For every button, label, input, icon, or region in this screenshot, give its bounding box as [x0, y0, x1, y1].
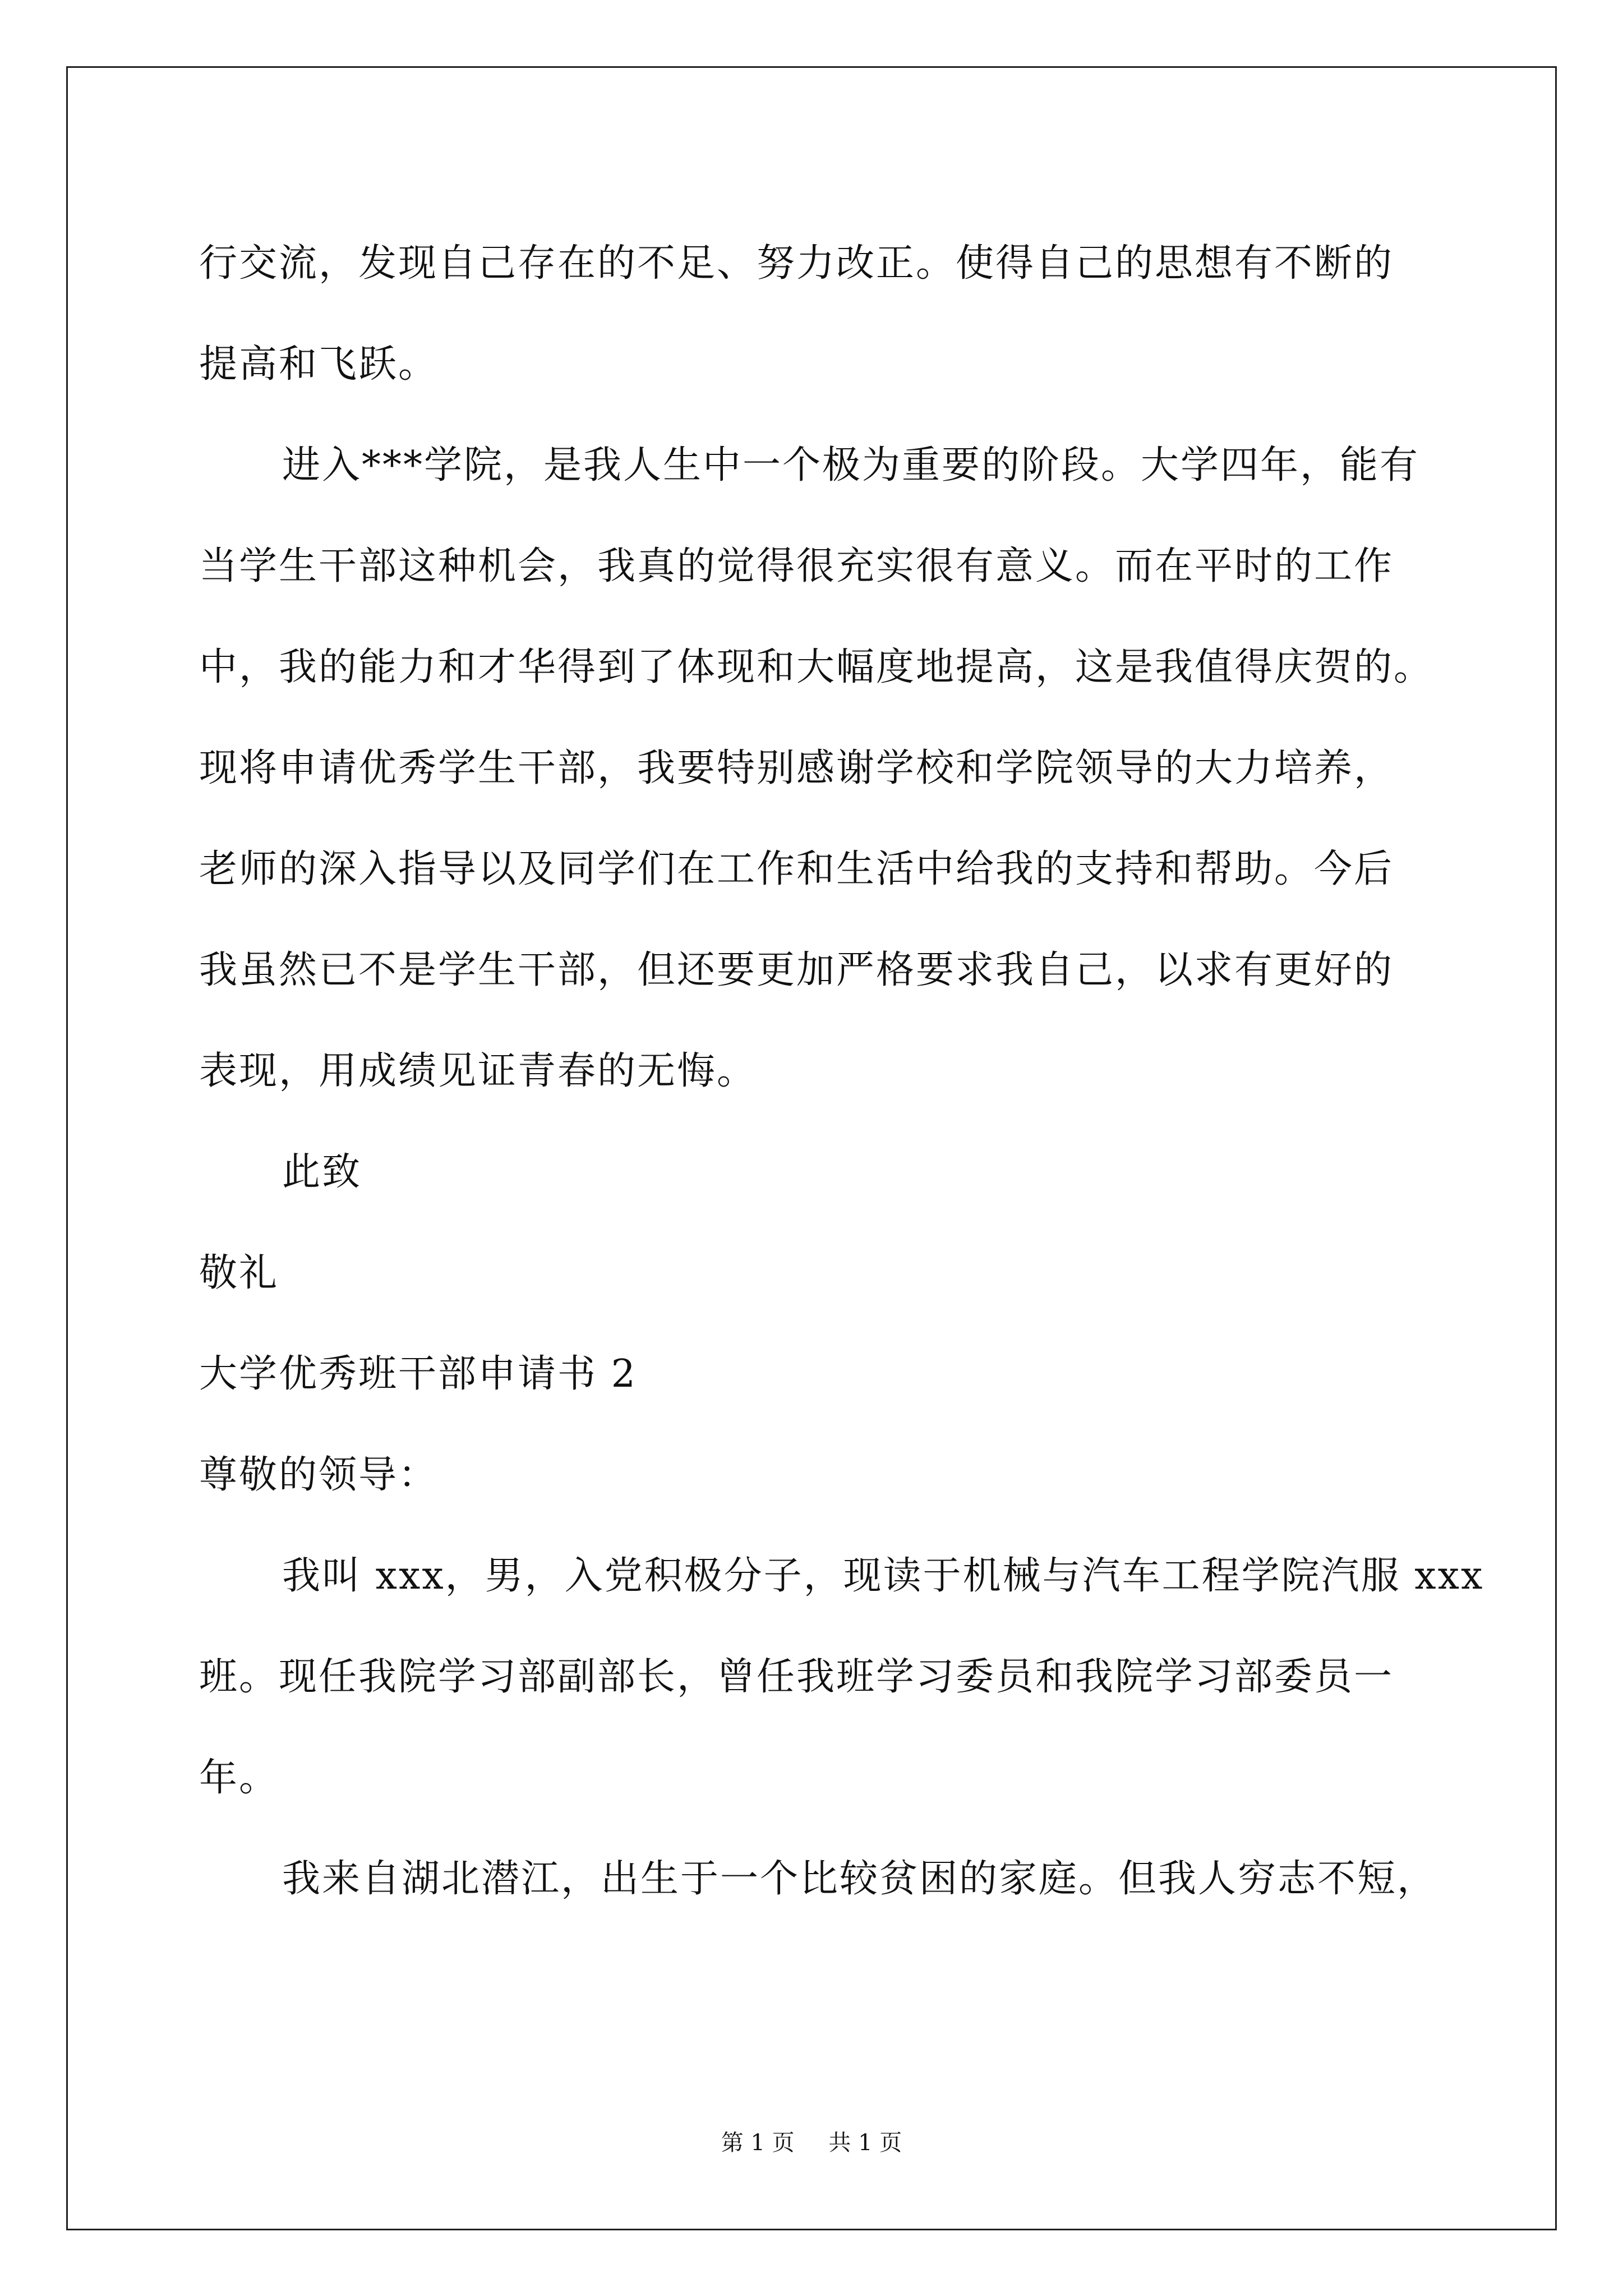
text-line: 我叫 xxx，男，入党积极分子，现读于机械与汽车工程学院汽服 xxx	[282, 1554, 1484, 1598]
salutation-line: 敬礼	[199, 1251, 279, 1295]
page-number-total: 共 1 页	[828, 2130, 902, 2156]
text-line: 提高和飞跃。	[199, 342, 439, 386]
greeting-line: 尊敬的领导：	[199, 1453, 439, 1497]
text-line: 中，我的能力和才华得到了体现和大幅度地提高，这是我值得庆贺的。	[199, 645, 1434, 689]
text-line: 我虽然已不是学生干部，但还要更加严格要求我自己，以求有更好的	[199, 948, 1394, 992]
text-line: 老师的深入指导以及同学们在工作和生活中给我的支持和帮助。今后	[199, 847, 1394, 891]
text-line: 进入***学院，是我人生中一个极为重要的阶段。大学四年，能有	[282, 443, 1420, 487]
text-line: 现将申请优秀学生干部，我要特别感谢学校和学院领导的大力培养，	[199, 746, 1394, 790]
document-body	[199, 213, 1484, 1930]
closing-line: 此致	[282, 1150, 362, 1194]
text-line: 行交流，发现自己存在的不足、努力改正。使得自己的思想有不断的	[199, 241, 1394, 286]
text-line: 年。	[199, 1756, 279, 1800]
section-heading: 大学优秀班干部申请书 2	[199, 1352, 637, 1396]
text-line: 我来自湖北潜江，出生于一个比较贫困的家庭。但我人穷志不短，	[282, 1857, 1437, 1901]
text-line: 班。现任我院学习部副部长，曾任我班学习委员和我院学习部委员一	[199, 1655, 1394, 1699]
text-line: 当学生干部这种机会，我真的觉得很充实很有意义。而在平时的工作	[199, 544, 1394, 588]
text-line: 表现，用成绩见证青春的无悔。	[199, 1049, 757, 1093]
page-footer	[0, 2126, 1623, 2160]
page-number-current: 第 1 页	[721, 2130, 795, 2156]
